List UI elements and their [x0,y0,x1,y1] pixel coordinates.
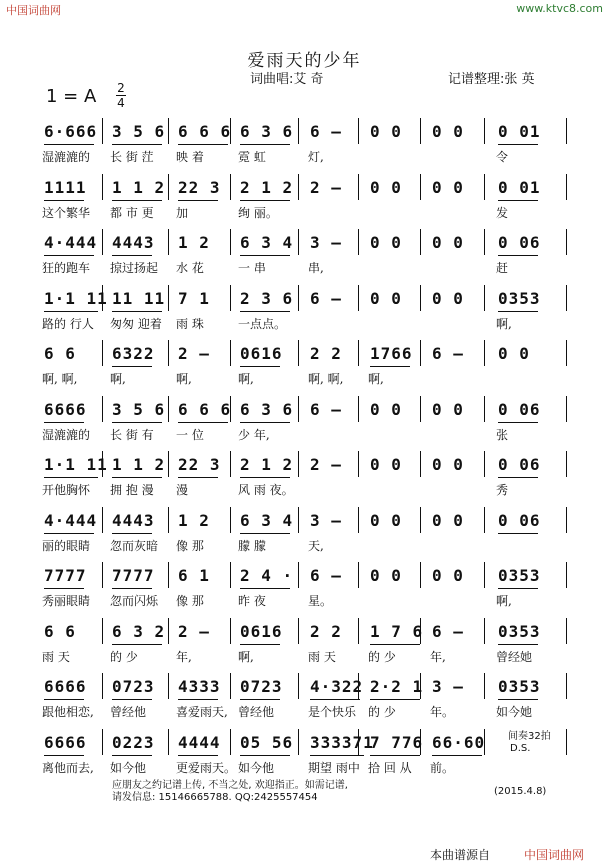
measure-notes: 6 — [310,566,342,585]
lyric-text: 曾经他 [110,705,147,719]
measure-notes: 6·666 [44,122,98,141]
measure-notes: 6666 [44,677,87,696]
lyric-text: 匆匆 迎着 [110,316,162,331]
measure-notes: 4·322 [310,677,364,696]
measure-notes: 0353 [498,677,541,696]
beam-underline [240,533,290,534]
lyric-text: 曾经他 [238,705,275,719]
measure-notes: 4·444 [44,510,98,530]
score-row [40,118,570,176]
measure-notes: 0616 [240,344,283,363]
lyric-text: 湿漉漉的 [42,150,91,164]
beam-underline [178,200,218,201]
measure-notes: 0 0 [370,288,402,308]
measure-group [40,455,570,479]
beam-underline [112,588,152,589]
beam-underline [44,755,84,756]
measure-notes: 6 — [310,399,342,419]
lyric-text: 狂的跑车 [42,261,91,275]
score-row [40,562,570,620]
beam-underline [240,644,280,645]
lyric-text: 的 少 [368,649,396,664]
beam-underline [44,422,84,423]
measure-notes: 2 3 6 [240,288,294,308]
score-row [40,451,570,509]
lyric-text: 拾 回 从 [368,760,412,775]
beam-underline [44,477,98,478]
beam-underline [44,533,94,534]
beam-underline [44,311,98,312]
lyric-text: 忽而闪烁 [110,594,159,608]
site-logo-left: 中国词曲网 [6,4,61,17]
score-row [40,340,570,398]
measure-notes: 0 0 [432,233,464,252]
measure-notes: 05 56 [240,732,294,752]
lyric-text: 这个繁华 [42,205,91,220]
lyric-text: 雨 珠 [176,316,204,331]
footer-site: 中国词曲网 [524,848,585,862]
beam-underline [240,422,290,423]
beam-underline [310,755,364,756]
measure-notes: 22 3 [178,455,221,474]
measure-group [40,122,570,146]
beam-underline [44,255,94,256]
measure-notes: 0 0 [432,399,464,419]
lyric-text: 的 少 [368,705,396,719]
lyric-text: 秀丽眼睛 [42,594,91,608]
measure-notes: 6 3 4 [240,510,294,530]
measure-notes: 3 — [310,510,342,530]
lyric-text: 加 [176,205,189,220]
measure-notes: 2 2 [310,344,342,363]
measure-notes: 2 — [310,455,342,474]
measure-notes: 0 0 [370,177,402,197]
measure-notes: 7777 [44,566,87,585]
lyric-text: 喜爱雨天, [176,705,228,719]
lyric-text: 朦 朦 [238,538,266,553]
beam-underline [178,755,218,756]
measure-notes: 3 — [432,677,464,696]
measure-group [40,289,570,313]
lyric-text: 啊, 啊, [42,372,78,386]
score-row [40,285,570,343]
measure-notes: 3 — [310,233,342,252]
measure-notes: 0353 [498,566,541,585]
beam-underline [498,533,538,534]
beam-underline [498,644,538,645]
upload-note-line2: 请发信息: 15146665788. QQ:2425557454 [112,792,318,803]
measure-notes: 6 3 2 [112,621,166,641]
measure-notes: 1·1 11 [44,455,108,474]
song-title: 爱雨天的少年 [247,51,362,71]
upload-note-line1: 应朋友之约记谱上传, 不当之处, 欢迎指正。如需记谱, [112,780,348,791]
measure-notes: 6 3 6 [240,122,294,141]
beam-underline [498,477,538,478]
lyric-text: 一点点。 [238,316,287,331]
measure-notes: 0 06 [498,233,541,252]
lyric-text: 前。 [430,760,455,775]
beam-underline [112,255,152,256]
lyric-text: 湿漉漉的 [42,427,91,442]
measure-notes: 0 0 [370,122,402,141]
measure-notes: 0223 [112,732,155,752]
measure-notes: 6 — [310,122,342,141]
lyric-text: 秀 [496,483,509,497]
score-arranger: 记谱整理:张 英 [448,72,535,87]
lyric-text: 年, [430,649,446,664]
measure-notes: 0723 [240,677,283,696]
beam-underline [178,144,228,145]
beam-underline [370,644,420,645]
lyric-text: 少 年, [238,427,270,442]
measure-notes: 1 7 6 [370,621,424,641]
lyric-text: 如今他 [110,760,147,775]
lyric-text: 啊, [176,372,192,386]
measure-group [40,566,570,590]
lyric-text: 啊, [238,649,254,664]
measure-notes: 7 1 [178,288,210,308]
score-row [40,229,570,287]
measure-notes: 6322 [112,344,155,363]
lyric-line [40,204,570,224]
beam-underline [112,477,162,478]
measure-notes: 6 6 [44,621,76,641]
measure-notes: 6 3 4 [240,233,294,252]
lyric-text: 离他而去, [42,760,94,775]
time-signature [116,82,126,109]
measure-notes: 0 0 [370,455,402,474]
beam-underline [240,311,290,312]
measure-notes: 0 06 [498,455,541,474]
lyric-text: 灯, [308,150,324,164]
beam-underline [112,144,162,145]
measure-notes: 3 5 6 [112,399,166,419]
key-signature: 1 = A [46,86,97,107]
measure-notes: 0723 [112,677,155,696]
lyric-text: 啊, [496,594,512,608]
lyric-text: 开他胸怀 [42,483,91,497]
lyric-text: 更爱雨天。 [176,760,237,775]
beam-underline [112,644,162,645]
meter-top: 2 [117,81,125,95]
measure-notes: 6666 [44,732,87,752]
beam-underline [310,699,360,700]
lyric-text: 像 那 [176,538,204,553]
lyric-text: 天, [308,538,324,553]
measure-group [40,511,570,535]
beam-underline [240,588,290,589]
lyric-text: 忽而灰暗 [110,538,159,553]
lyric-text: 赶 [496,261,509,275]
beam-underline [112,699,152,700]
beam-underline [498,255,538,256]
lyric-text: 的 少 [110,649,138,664]
measure-group [40,178,570,202]
lyric-text: 令 [496,150,509,164]
score-date: (2015.4.8) [494,786,547,797]
beam-underline [112,366,152,367]
score-row [40,396,570,454]
lyric-line [40,426,570,446]
score-row [40,673,570,731]
lyric-text: 曾经她 [496,649,533,664]
lyric-text: 张 [496,427,509,442]
measure-notes: 1 2 [178,233,210,252]
beam-underline [44,588,84,589]
lyric-text: 雨 天 [308,649,336,664]
beam-underline [370,699,420,700]
measure-notes: 22 3 [178,177,221,197]
lyric-text: 串, [308,261,324,275]
measure-notes: 2 — [178,621,210,641]
lyric-line [40,537,570,557]
ds-marking: D.S. [510,743,531,754]
lyric-text: 长 街 茳 [110,150,154,164]
measure-notes: 2 1 2 [240,455,294,474]
measure-notes: 0353 [498,288,541,308]
measure-notes: 1 1 2 [112,455,166,474]
measure-notes: 7 776 [370,732,424,752]
beam-underline [44,200,84,201]
measure-notes: 4444 [178,732,221,752]
lyric-text: 绚 丽。 [238,205,278,220]
beam-underline [44,144,94,145]
beam-underline [240,144,290,145]
measure-notes: 6 — [432,621,464,641]
lyric-line [40,481,570,501]
site-url-right: www.ktvc8.com [516,2,603,15]
measure-notes: 0 0 [432,122,464,141]
lyric-text: 长 街 有 [110,427,154,442]
meter-bottom: 4 [117,96,125,110]
measure-notes: 1 2 [178,510,210,530]
beam-underline [370,366,410,367]
measure-notes: 0 0 [370,510,402,530]
lyric-text: 年, [176,649,192,664]
measure-notes: 2 — [178,344,210,363]
beam-underline [498,200,538,201]
measure-notes: 1 1 2 [112,177,166,197]
measure-notes: 0 01 [498,122,541,141]
lyric-text: 掠过扬起 [110,261,159,275]
measure-notes: 2 1 2 [240,177,294,197]
lyric-text: 映 着 [176,150,204,164]
song-credits: 词曲唱:艾 奇 [250,72,324,87]
lyric-text: 如今她 [496,705,533,719]
score-row [40,507,570,565]
lyric-text: 漫 [176,483,189,497]
measure-notes: 0 0 [370,233,402,252]
measure-group [40,400,570,424]
lyric-text: 风 雨 夜。 [238,483,294,497]
measure-notes: 6 6 [44,344,76,363]
measure-notes: 1111 [44,177,87,197]
measure-notes: 7777 [112,566,155,585]
lyric-text: 如今他 [238,760,275,775]
lyric-text: 星。 [308,594,333,608]
lyric-text: 啊, 啊, [308,372,344,386]
measure-notes: 0 01 [498,177,541,197]
beam-underline [498,311,538,312]
beam-underline [370,755,420,756]
lyric-text: 期望 雨中 [308,760,360,775]
measure-notes: 66·60 [432,732,486,752]
measure-notes: 4·444 [44,233,98,252]
measure-group [40,233,570,257]
lyric-line [40,703,570,723]
footer-source: 本曲谱源自 [430,848,491,862]
beam-underline [178,422,228,423]
measure-notes: 0 0 [432,288,464,308]
lyric-text: 丽的眼睛 [42,538,91,553]
lyric-text: 年。 [430,705,455,719]
beam-underline [498,588,538,589]
lyric-text: 啊, [238,372,254,386]
measure-notes: 0 06 [498,399,541,419]
measure-notes: 6 6 6 [178,399,232,419]
measure-notes: 6 — [432,344,464,363]
beam-underline [112,422,162,423]
beam-underline [112,200,162,201]
beam-underline [432,755,482,756]
measure-notes: 0 0 [432,177,464,197]
beam-underline [44,699,84,700]
beam-underline [178,699,218,700]
lyric-line [40,259,570,279]
lyric-text: 都 市 更 [110,205,154,220]
lyric-line [40,370,570,390]
lyric-text: 一 串 [238,261,266,275]
lyric-line [40,148,570,168]
measure-notes: 0616 [240,621,283,641]
beam-underline [240,366,280,367]
beam-underline [240,255,290,256]
beam-underline [240,755,290,756]
measure-notes: 1·1 11 [44,288,108,308]
measure-notes: 6666 [44,399,87,419]
lyric-text: 发 [496,205,509,220]
lyric-text: 拥 抱 漫 [110,483,154,497]
lyric-text: 霓 虹 [238,150,266,164]
measure-group [40,622,570,646]
lyric-text: 一 位 [176,427,204,442]
score-row [40,618,570,676]
lyric-line [40,759,570,779]
measure-notes: 2 — [310,177,342,197]
beam-underline [112,533,152,534]
measure-notes: 3 5 6 [112,122,166,141]
measure-notes: 2 4 · [240,566,294,585]
lyric-line [40,315,570,335]
measure-notes: 0 0 [432,510,464,530]
lyric-text: 啊, [368,372,384,386]
score-row [40,729,570,787]
measure-notes: 6 1 [178,566,210,585]
measure-notes: 333371 [310,732,374,752]
measure-notes: 0 06 [498,510,541,530]
lyric-text: 雨 天 [42,649,70,664]
measure-notes: 6 3 6 [240,399,294,419]
lyric-line [40,648,570,668]
measure-notes: 0 0 [432,566,464,585]
measure-notes: 2·2 1 [370,677,424,696]
lyric-line [40,592,570,612]
lyric-text: 啊, [110,372,126,386]
measure-notes: 0 0 [370,566,402,585]
beam-underline [498,144,538,145]
measure-notes: 11 11 [112,288,166,308]
lyric-text: 路的 行人 [42,316,94,331]
measure-notes: 0 0 [432,455,464,474]
measure-notes: 2 2 [310,621,342,641]
score-row [40,174,570,232]
lyric-text: 跟他相恋, [42,705,94,719]
beam-underline [178,477,218,478]
beam-underline [498,422,538,423]
measure-notes: 4443 [112,233,155,252]
lyric-text: 啊, [496,316,512,331]
measure-notes: 6 — [310,288,342,308]
measure-notes: 0 0 [370,399,402,419]
measure-group [40,733,570,757]
interlude-label: 间奏32拍 [508,731,551,742]
measure-group [40,677,570,701]
measure-group [40,344,570,368]
measure-notes: 0 0 [498,344,530,363]
beam-underline [240,699,280,700]
beam-underline [112,311,162,312]
beam-underline [240,200,290,201]
measure-notes: 4443 [112,510,155,530]
lyric-text: 像 那 [176,594,204,608]
lyric-text: 昨 夜 [238,594,266,608]
measure-notes: 6 6 6 [178,122,232,141]
beam-underline [112,755,152,756]
upload-note [112,780,348,804]
measure-notes: 0353 [498,621,541,641]
measure-notes: 1766 [370,344,413,363]
beam-underline [240,477,290,478]
measure-notes: 4333 [178,677,221,696]
beam-underline [498,699,538,700]
lyric-text: 水 花 [176,261,204,275]
lyric-text: 是个快乐 [308,705,357,719]
